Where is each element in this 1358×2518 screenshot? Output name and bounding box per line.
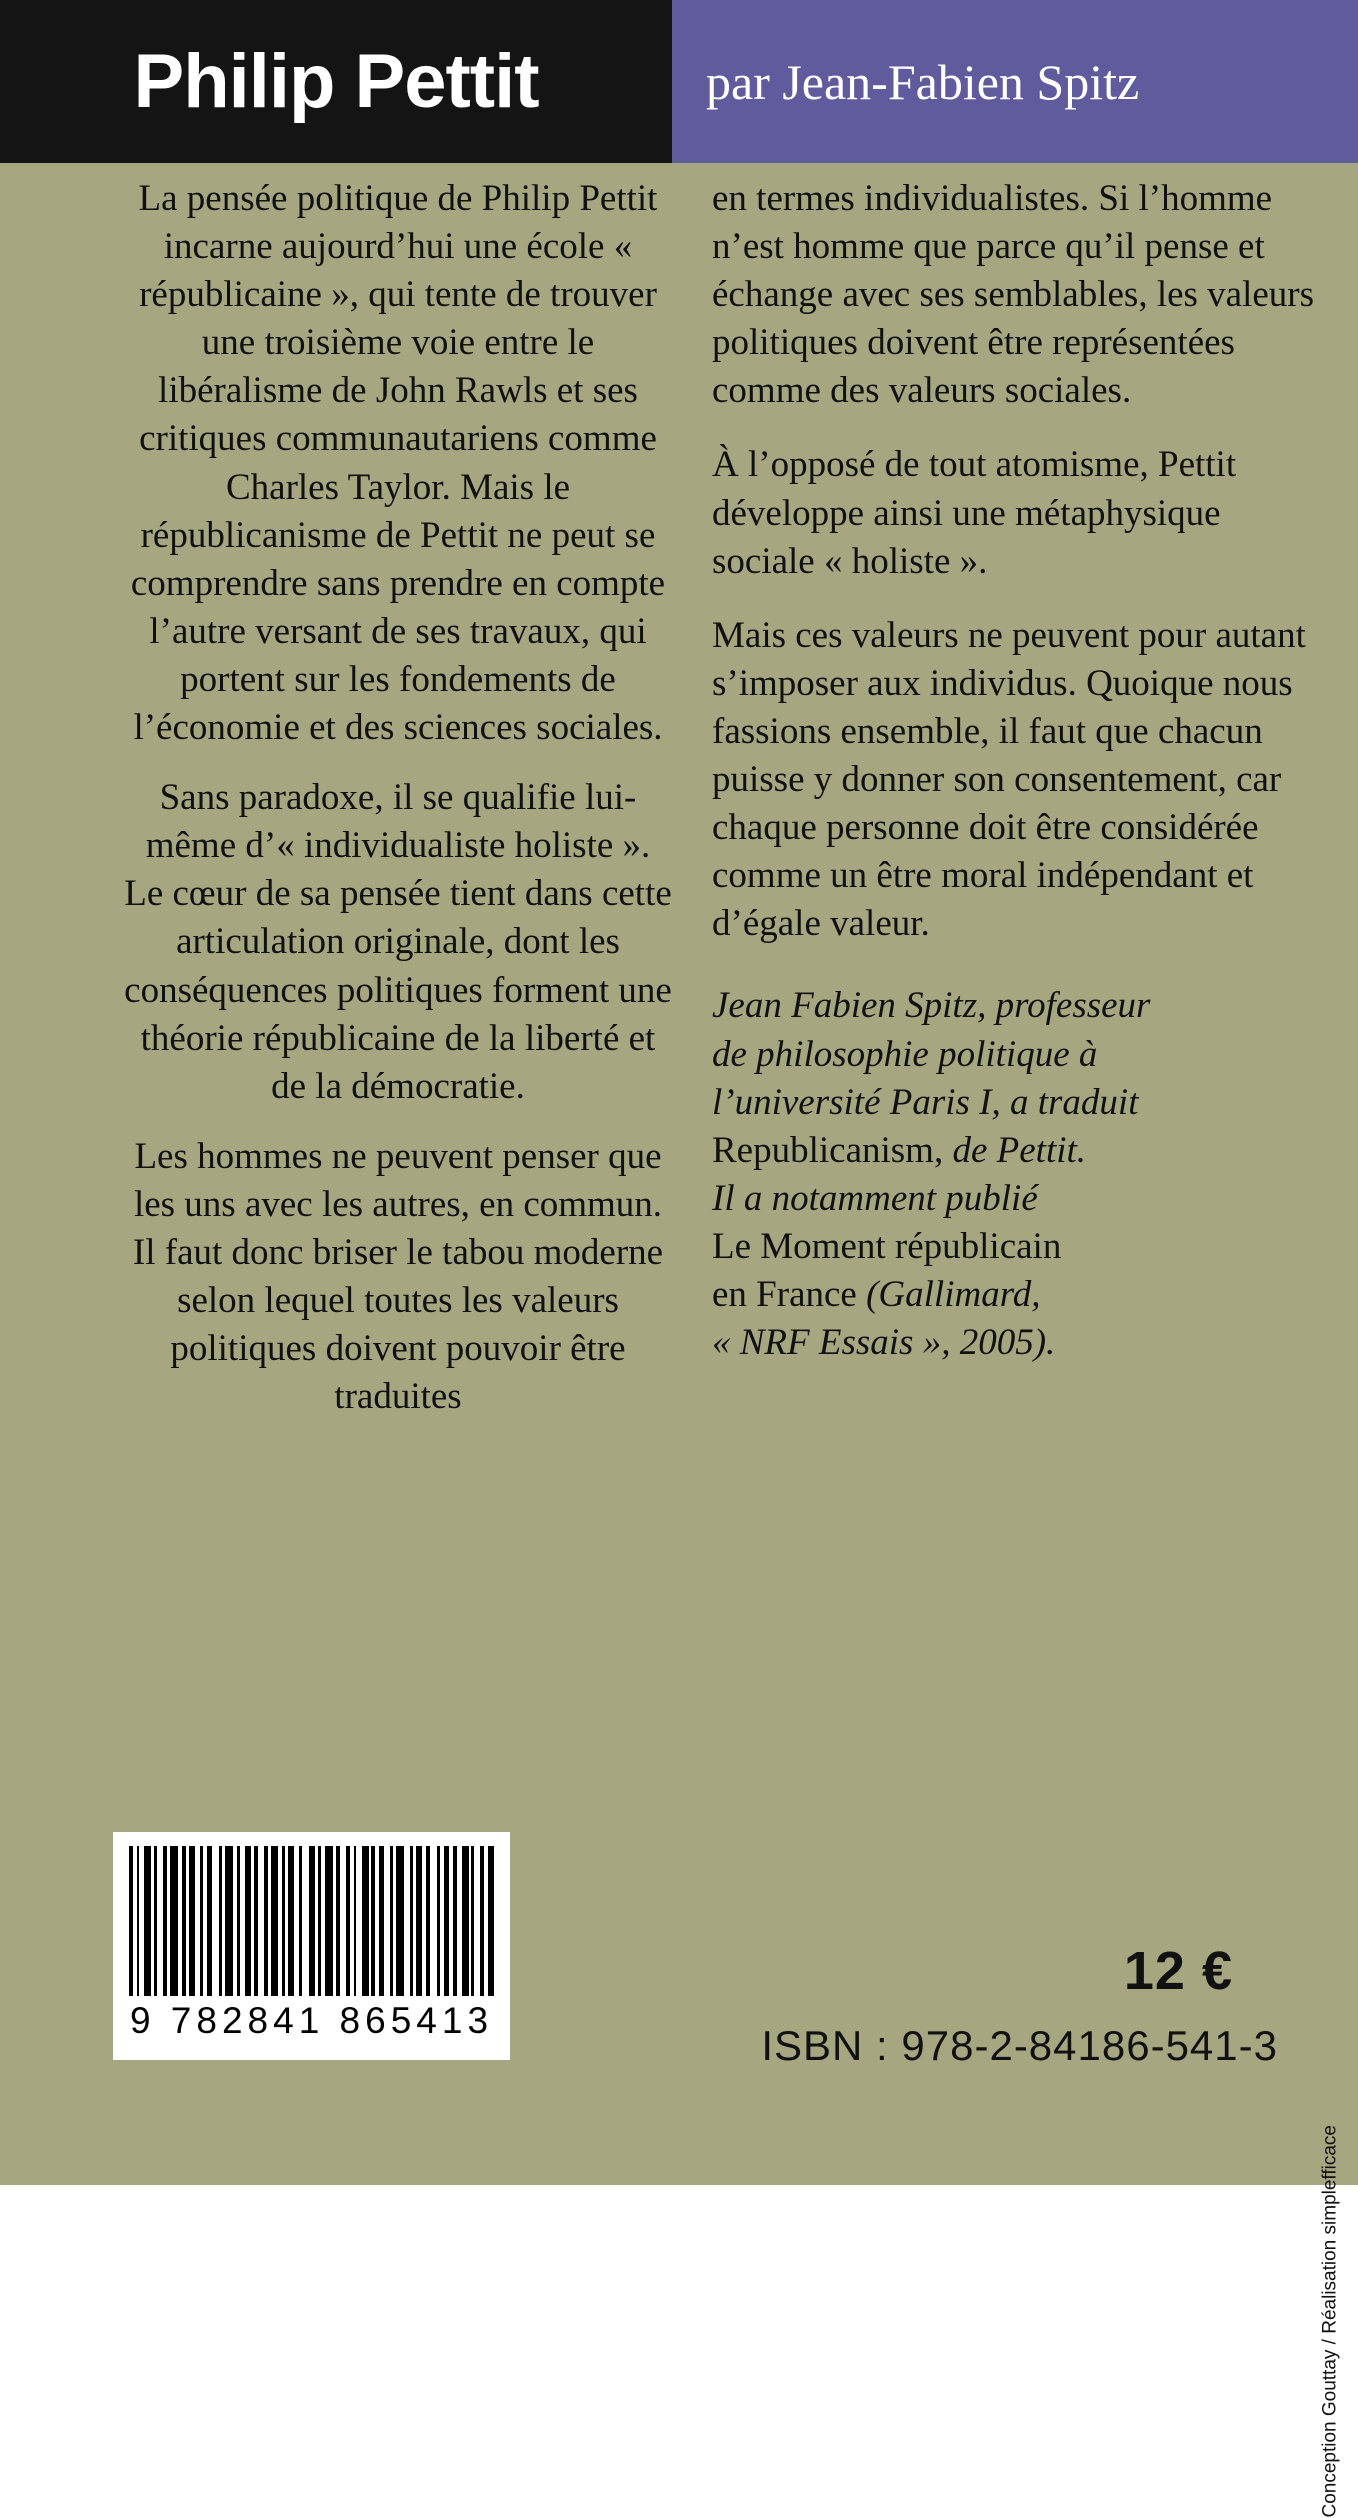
bio-publisher: (Gallimard, <box>866 1273 1041 1315</box>
barcode-number: 9 782841 865413 <box>129 2000 494 2041</box>
cover-header <box>0 0 1358 163</box>
isbn: ISBN : 978-2-84186-541-3 <box>761 2022 1278 2069</box>
barcode-bars <box>129 1846 494 1996</box>
author-name-block <box>0 0 672 163</box>
paragraph: À l’opposé de tout atomisme, Pettit développe ainsi une métaphysique sociale « holiste ». <box>712 444 1237 582</box>
author-name: Philip Pettit <box>133 38 539 124</box>
paragraph: Sans paradoxe, il se qualifie lui-même d’« individualiste holiste ». Le cœur de sa pensée tient dans cette articulation originale, dont les conséquences politiques forment une théorie républicaine de la liberté et de la démocratie. <box>124 777 672 1107</box>
paragraph: en termes individualistes. Si l’homme n’est homme que parce qu’il pense et échange avec ses semblables, les valeurs politiques doivent être représentées comme des valeurs sociales. <box>712 178 1315 412</box>
right-column <box>690 175 1358 1805</box>
byline-block <box>672 0 1358 163</box>
bio-work-title: Republicanism, <box>712 1129 944 1171</box>
bio-line: Jean Fabien Spitz, professeur <box>712 985 1151 1027</box>
barcode <box>113 1832 510 2060</box>
author-bio <box>712 982 1318 1367</box>
paragraph: La pensée politique de Philip Pettit incarne aujourd’hui une école « républicaine », qui tente de trouver une troisième voie entre le libéralisme de John Rawls et ses critiques communautariens comme Charles Taylor. Mais le républicanisme de Pettit ne peut se comprendre sans prendre en compte l’autre versant de ses travaux, qui portent sur les fondements de l’économie et des sciences sociales. <box>130 178 666 749</box>
paragraph: Mais ces valeurs ne peuvent pour autant s’imposer aux individus. Quoique nous fassions ensemble, il faut que chacun puisse y donner son consentement, car chaque personne doit être considérée comme un être moral indépendant et d’égale valeur. <box>712 614 1306 945</box>
bio-line: « NRF Essais », 2005). <box>712 1322 1056 1364</box>
blurb-columns <box>0 175 1358 1805</box>
design-credit: Conception Gouttay / Réalisation simplefficace <box>1320 2125 1341 2518</box>
bio-line: Il a notamment publié <box>712 1177 1038 1219</box>
bio-line: de philosophie politique à <box>712 1033 1098 1075</box>
paragraph: Les hommes ne peuvent penser que les uns avec les autres, en commun. Il faut donc briser le tabou moderne selon lequel toutes les valeurs politiques doivent pouvoir être traduites <box>132 1135 664 1418</box>
left-column <box>0 175 690 1805</box>
byline: par Jean-Fabien Spitz <box>706 53 1140 110</box>
price: 12 € <box>1123 1941 1233 2001</box>
bio-work-title: Le Moment républicain <box>712 1225 1062 1267</box>
bio-line: en France <box>712 1273 867 1315</box>
bio-line: de Pettit. <box>943 1129 1087 1171</box>
bio-line: l’université Paris I, a traduit <box>712 1081 1139 1123</box>
